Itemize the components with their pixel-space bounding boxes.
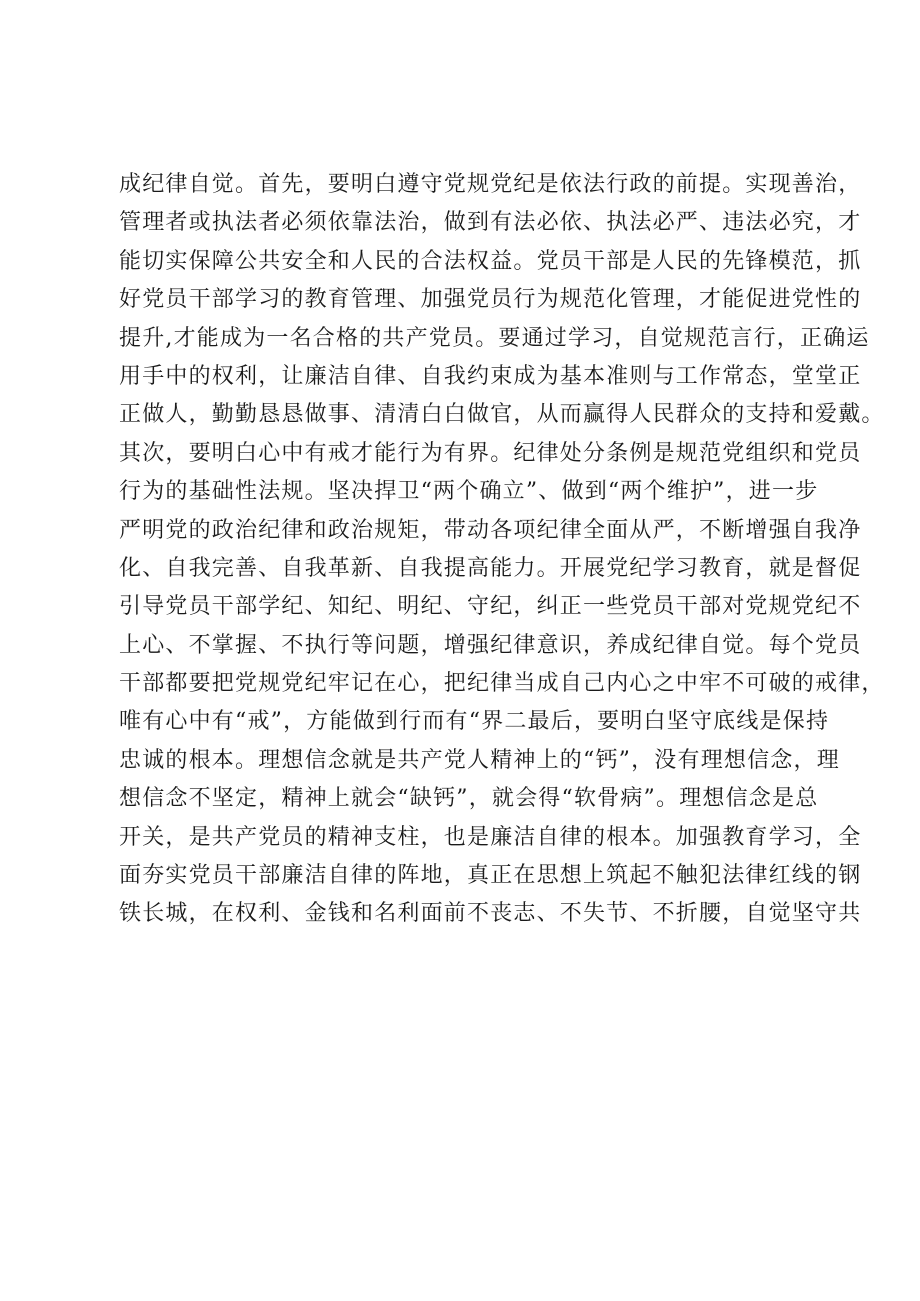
text-line: 化、自我完善、自我革新、自我提高能力。开展党纪学习教育，就是督促 <box>119 555 862 581</box>
text-line: 其次，要明白心中有戒才能行为有界。纪律处分条例是规范党组织和党员 <box>119 440 862 466</box>
text-line: 开关，是共产党员的精神支柱，也是廉洁自律的根本。加强教育学习，全 <box>119 824 862 850</box>
text-line: 忠诚的根本。理想信念就是共产党人精神上的“钙”，没有理想信念，理 <box>119 747 840 773</box>
text-line: 上心、不掌握、不执行等问题，增强纪律意识，养成纪律自觉。每个党员 <box>119 632 862 658</box>
text-line: 能切实保障公共安全和人民的合法权益。党员干部是人民的先锋模范，抓 <box>119 248 862 274</box>
text-line: 唯有心中有“戒”，方能做到行而有“界二最后，要明白坚守底线是保持 <box>119 709 830 735</box>
text-line: 好党员干部学习的教育管理、加强党员行为规范化管理，才能促进党性的 <box>119 287 862 313</box>
text-line: 成纪律自觉。首先，要明白遵守党规党纪是依法行政的前提。实现善治， <box>119 172 862 197</box>
text-line: 提升,才能成为一名合格的共产党员。要通过学习，自觉规范言行，正确运 <box>119 325 870 351</box>
text-line: 引导党员干部学纪、知纪、明纪、守纪，纠正一些党员干部对党规党纪不 <box>119 594 862 620</box>
text-line: 铁长城，在权利、金钱和名利面前不丧志、不失节、不折腰，自觉坚守共 <box>119 901 862 927</box>
body-text <box>119 166 885 934</box>
text-line: 正做人，勤勤恳恳做事、清清白白做官，从而赢得人民群众的支持和爱戴。 <box>119 402 885 428</box>
text-line: 干部都要把党规党纪牢记在心，把纪律当成自己内心之中牢不可破的戒律， <box>119 671 885 697</box>
text-line: 行为的基础性法规。坚决捍卫“两个确立”、做到“两个维护”，进一步 <box>119 479 819 505</box>
text-line: 用手中的权利，让廉洁自律、自我约束成为基本准则与工作常态，堂堂正 <box>119 363 862 389</box>
text-line: 面夯实党员干部廉洁自律的阵地，真正在思想上筑起不触犯法律红线的钢 <box>119 863 862 889</box>
text-line: 想信念不坚定，精神上就会“缺钙”，就会得“软骨病”。理想信念是总 <box>119 786 819 812</box>
text-line: 管理者或执法者必须依靠法治，做到有法必依、执法必严、违法必究，才 <box>119 210 862 236</box>
text-line: 严明党的政治纪律和政治规矩，带动各项纪律全面从严，不断增强自我净 <box>119 517 862 543</box>
